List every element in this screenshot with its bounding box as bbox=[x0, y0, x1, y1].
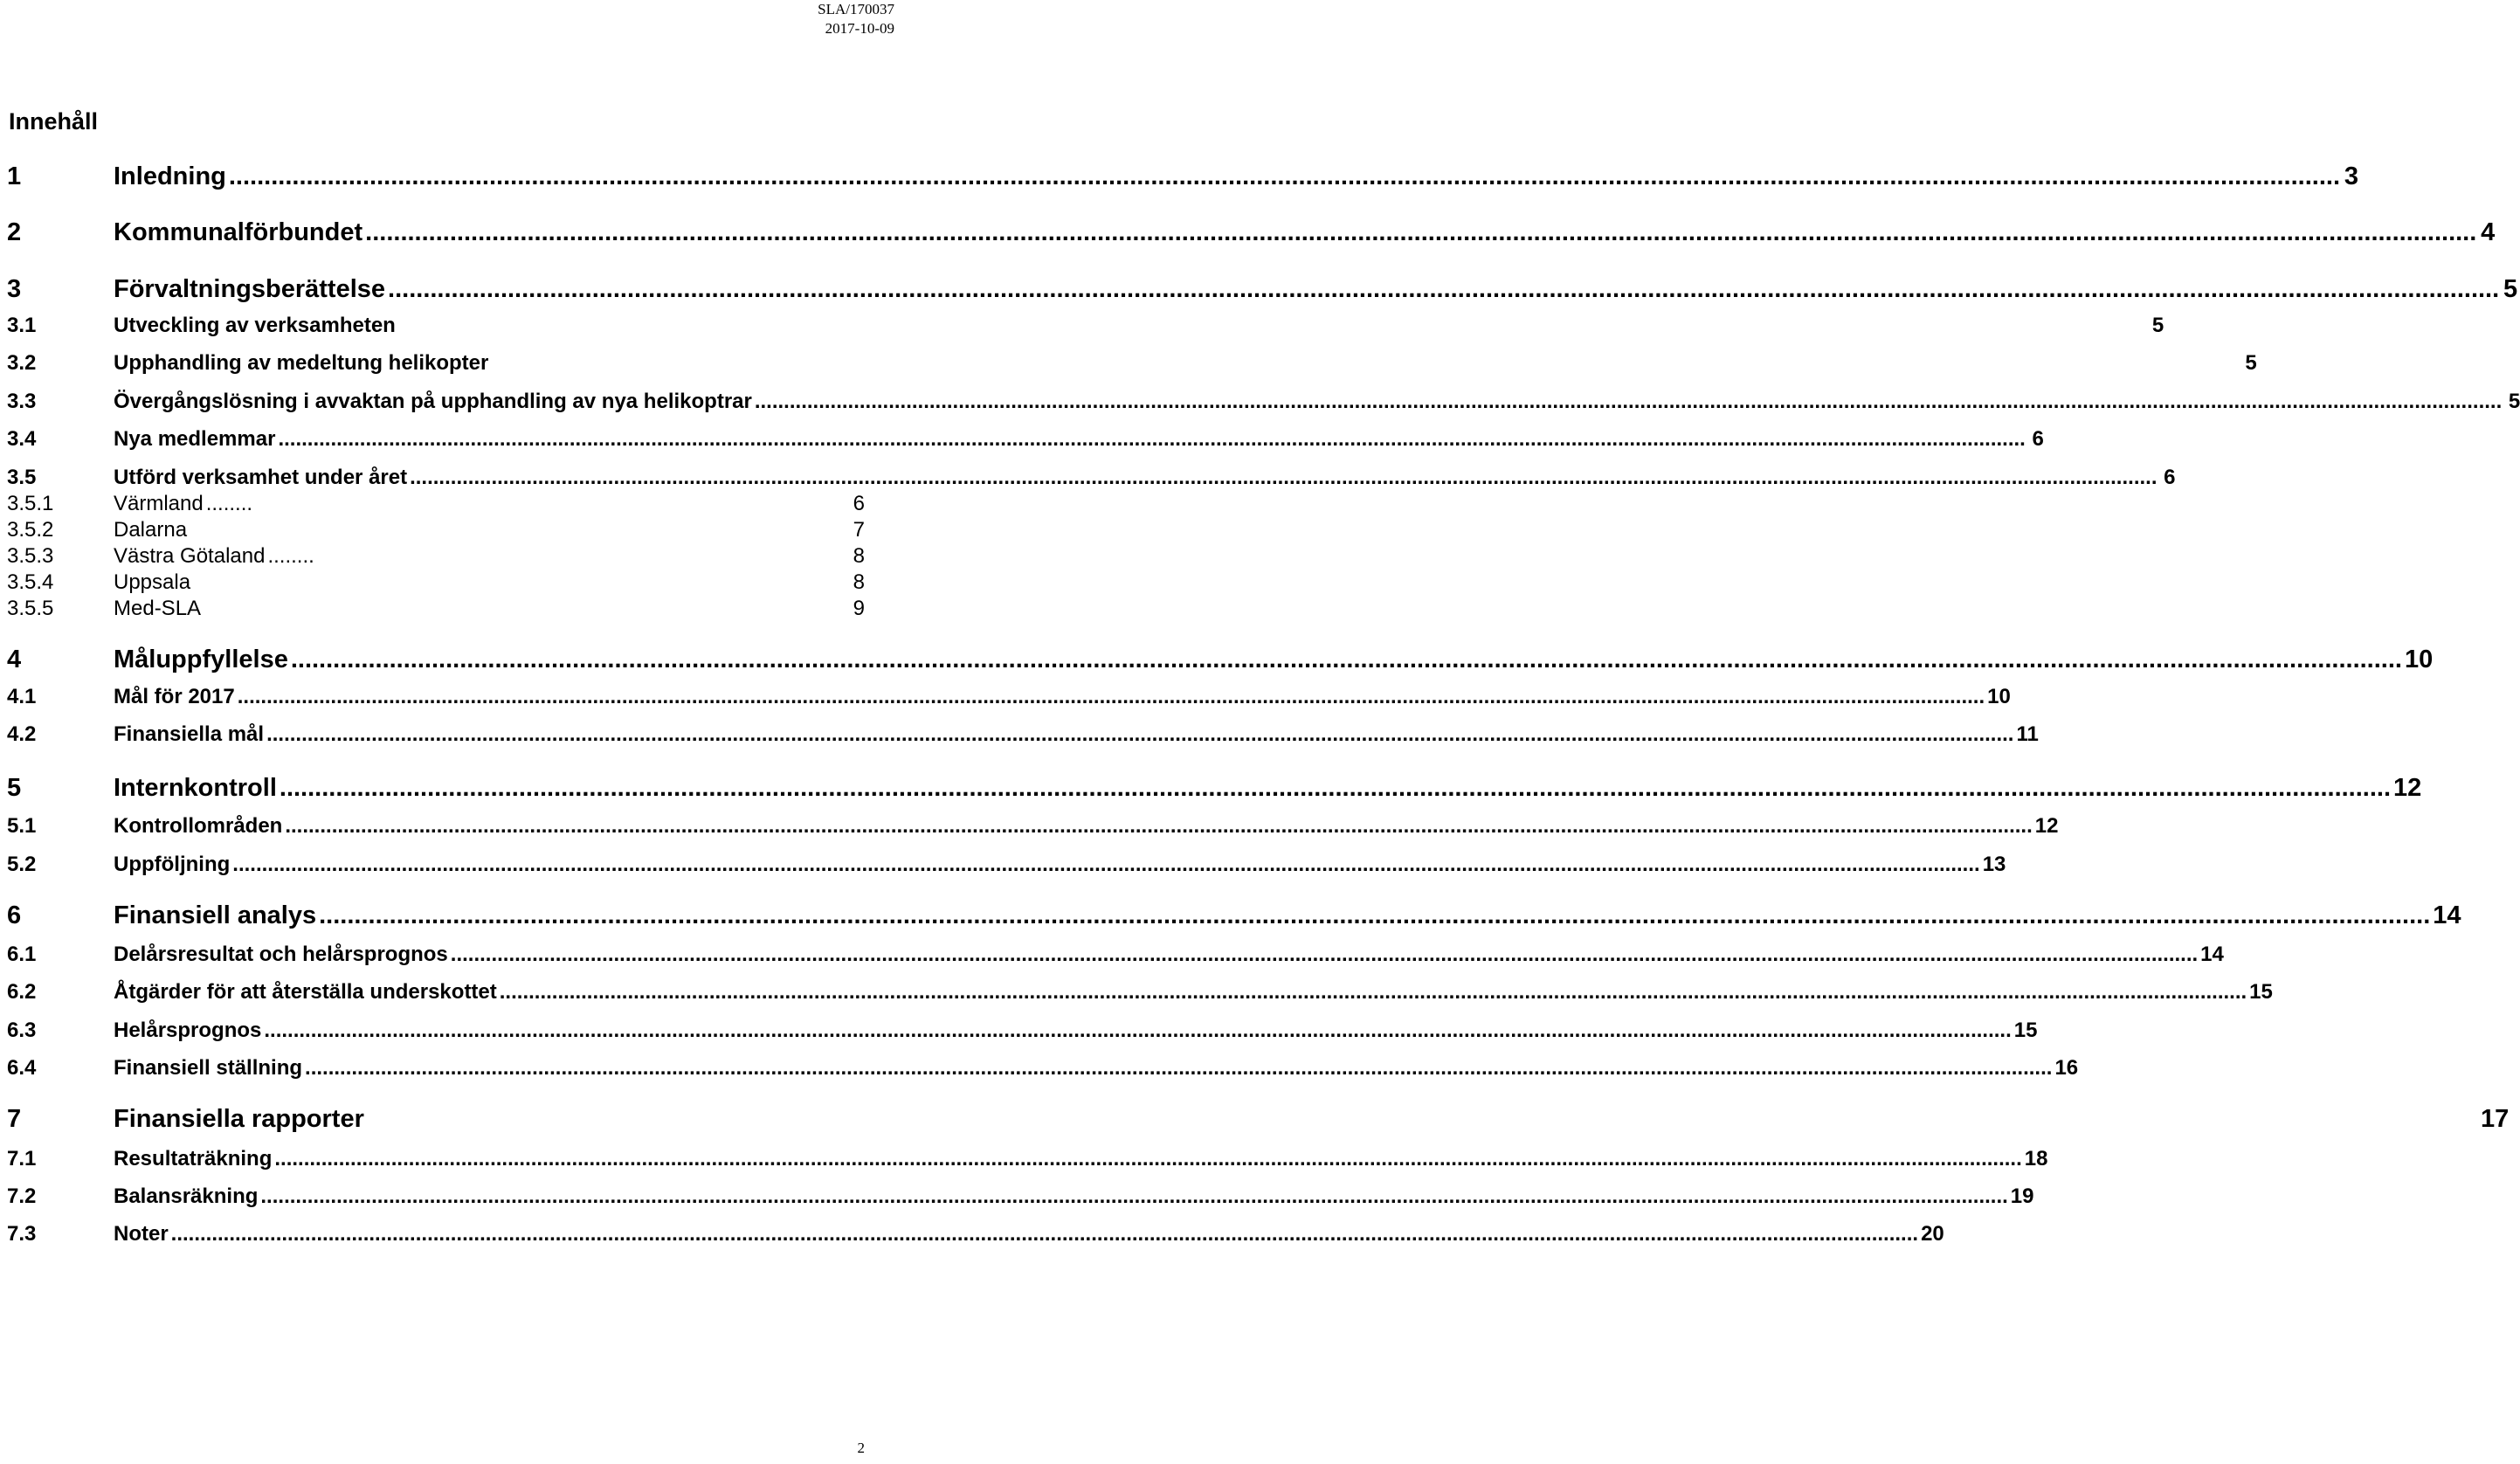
dot-leader: ............................................................................................................................................................................................................................................................................................................ bbox=[365, 218, 2477, 246]
toc-entry[interactable] bbox=[7, 685, 2011, 709]
toc-entry[interactable] bbox=[7, 943, 2224, 967]
toc-entry-page: 5 bbox=[2508, 390, 2520, 413]
dot-leader: ............................................................................................................................................................................................................................................................................................................ bbox=[290, 646, 2402, 673]
toc-entry-number: 7.3 bbox=[7, 1222, 37, 1246]
toc-entry[interactable] bbox=[7, 722, 2039, 747]
toc-entry[interactable] bbox=[7, 1147, 2048, 1171]
toc-entry-title: Finansiella rapporter bbox=[114, 1105, 364, 1133]
toc-entry[interactable] bbox=[7, 351, 2257, 376]
toc-entry-page: 5 bbox=[2151, 314, 2164, 337]
toc-entry-page: 15 bbox=[2013, 1019, 2038, 1042]
toc-entry-number: 5.1 bbox=[7, 814, 37, 838]
toc-entry[interactable] bbox=[7, 853, 2006, 877]
toc-entry-page: 15 bbox=[2249, 980, 2273, 1004]
toc-entry-page: 11 bbox=[2016, 722, 2039, 746]
toc-entry[interactable] bbox=[7, 162, 2359, 191]
toc-entry-number: 3.2 bbox=[7, 351, 37, 375]
toc-entry[interactable] bbox=[7, 390, 2520, 414]
toc-entry[interactable] bbox=[7, 570, 865, 595]
toc-entry-number: 3.1 bbox=[7, 314, 37, 337]
dot-leader: ............................................................................................................................................................................................................................................................................................................ bbox=[278, 427, 2026, 451]
toc-entry-title: Måluppfyllelse bbox=[114, 646, 288, 673]
toc-entry-title: Noter bbox=[114, 1222, 169, 1246]
toc-entry-title: Övergångslösning i avvaktan på upphandling av nya helikoptrar bbox=[114, 390, 752, 413]
dot-leader: ............................................................................................................................................................................................................................................................................................................ bbox=[274, 1147, 2022, 1171]
toc-entry-title: Balansräkning bbox=[114, 1184, 259, 1208]
dot-leader: ............................................................................................................................................................................................................................................................................................................ bbox=[285, 814, 2033, 838]
toc-entry-number: 5 bbox=[7, 774, 22, 802]
dot-leader: ............................................................................................................................................................................................................................................................................................................ bbox=[410, 466, 2158, 489]
toc-entry-page: 19 bbox=[2010, 1184, 2034, 1208]
toc-entry-title: Åtgärder för att återställa underskottet bbox=[114, 980, 497, 1004]
toc-entry[interactable] bbox=[7, 774, 2422, 803]
toc-entry[interactable] bbox=[7, 597, 865, 621]
dot-leader: ............................................................................................................................................................................................................................................................................................................ bbox=[754, 390, 2503, 413]
toc-entry-number: 5.2 bbox=[7, 853, 37, 876]
toc-entry-title: Nya medlemmar bbox=[114, 427, 276, 451]
toc-entry-page: 17 bbox=[2481, 1105, 2510, 1133]
dot-leader: ............................................................................................................................................................................................................................................................................................................ bbox=[264, 1019, 2012, 1042]
toc-entry-number: 4.1 bbox=[7, 685, 37, 708]
toc-entry[interactable] bbox=[7, 466, 2176, 490]
dot-leader: ............................................................................................................................................................................................................................................................................................................ bbox=[279, 774, 2392, 802]
toc-entry-page: 6 bbox=[853, 492, 865, 515]
dot-leader: ............................................................................................................................................................................................................................................................................................................ bbox=[388, 275, 2500, 303]
toc-entry-page: 8 bbox=[853, 570, 865, 594]
dot-leader: ............................................................................................................................................................................................................................................................................................................ bbox=[170, 1222, 1919, 1246]
toc-heading: Innehåll bbox=[9, 108, 99, 135]
toc-entry-title: Västra Götaland bbox=[114, 544, 266, 568]
toc-entry-page: 3 bbox=[2344, 162, 2359, 190]
toc-entry-title: Värmland bbox=[114, 492, 204, 515]
toc-entry-title: Resultaträkning bbox=[114, 1147, 273, 1171]
toc-entry-number: 3.5.3 bbox=[7, 544, 54, 568]
toc-entry[interactable] bbox=[7, 275, 2518, 304]
toc-entry-number: 6.2 bbox=[7, 980, 37, 1004]
toc-entry-page: 20 bbox=[1921, 1222, 1944, 1246]
toc-entry-title: Uppsala bbox=[114, 570, 191, 594]
document-date: 2017-10-09 bbox=[825, 20, 894, 37]
toc-entry-number: 3.5 bbox=[7, 466, 37, 489]
toc-entry-number: 1 bbox=[7, 162, 22, 190]
toc-entry-page: 6 bbox=[2164, 466, 2176, 489]
dot-leader: ............................................................................................................................................................................................................................................................................................................ bbox=[319, 901, 2431, 929]
toc-entry-title: Internkontroll bbox=[114, 774, 277, 802]
toc-entry-title: Upphandling av medeltung helikopter bbox=[114, 351, 489, 375]
dot-leader: ............................................................................................................................................................................................................................................................................................................ bbox=[266, 722, 2014, 746]
toc-entry-title: Mål för 2017 bbox=[114, 685, 235, 708]
toc-entry-title: Kommunalförbundet bbox=[114, 218, 363, 246]
dot-leader: ............................................................................................................................................................................................................................................................................................................ bbox=[260, 1184, 2008, 1208]
toc-entry[interactable] bbox=[7, 314, 2164, 338]
toc-entry-page: 14 bbox=[2200, 943, 2224, 966]
toc-entry[interactable] bbox=[7, 544, 865, 569]
reference-number: SLA/170037 bbox=[818, 1, 894, 17]
toc-entry-page: 12 bbox=[2393, 774, 2422, 802]
toc-entry-number: 2 bbox=[7, 218, 22, 246]
toc-entry[interactable] bbox=[7, 1222, 1944, 1246]
toc-entry-title: Finansiell analys bbox=[114, 901, 317, 929]
toc-entry-page: 12 bbox=[2034, 814, 2059, 838]
toc-entry-page: 10 bbox=[2404, 646, 2434, 673]
toc-entry-page: 6 bbox=[2032, 427, 2044, 451]
dot-leader: ............................................................................................................................................................................................................................................................................................................ bbox=[499, 980, 2247, 1004]
toc-entry-title: Utveckling av verksamheten bbox=[114, 314, 396, 337]
toc-entry-page: 14 bbox=[2433, 901, 2461, 929]
toc-entry-title: Uppföljning bbox=[114, 853, 231, 876]
toc-entry-title: Kontrollområden bbox=[114, 814, 283, 838]
toc-entry-number: 6.1 bbox=[7, 943, 37, 966]
toc-entry[interactable] bbox=[7, 518, 865, 542]
toc-entry-page: 7 bbox=[853, 518, 865, 542]
toc-entry-title: Utförd verksamhet under året bbox=[114, 466, 408, 489]
toc-entry[interactable] bbox=[7, 492, 865, 516]
dot-leader: ............................................................................................................................................................................................................................................................................................................ bbox=[237, 685, 1985, 708]
toc-entry-number: 6.3 bbox=[7, 1019, 37, 1042]
dot-leader: ........ bbox=[205, 492, 253, 515]
toc-entry-number: 7.1 bbox=[7, 1147, 37, 1171]
toc-entry-page: 13 bbox=[1982, 853, 2006, 876]
toc-entry-title: Förvaltningsberättelse bbox=[114, 275, 386, 303]
toc-entry[interactable] bbox=[7, 1019, 2038, 1043]
toc-entry[interactable] bbox=[7, 427, 2044, 452]
toc-entry[interactable] bbox=[7, 646, 2434, 674]
dot-leader: ............................................................................................................................................................................................................................................................................................................ bbox=[450, 943, 2199, 966]
toc-entry[interactable] bbox=[7, 1056, 2079, 1081]
toc-entry-title: Delårsresultat och helårsprognos bbox=[114, 943, 448, 966]
toc-entry-page: 18 bbox=[2024, 1147, 2048, 1171]
toc-entry-title: Finansiell ställning bbox=[114, 1056, 303, 1080]
toc-entry-number: 7.2 bbox=[7, 1184, 37, 1208]
toc-entry-number: 3.3 bbox=[7, 390, 37, 413]
toc-entry-number: 3.4 bbox=[7, 427, 37, 451]
toc-entry-number: 4.2 bbox=[7, 722, 37, 746]
dot-leader: ............................................................................................................................................................................................................................................................................................................ bbox=[228, 162, 2341, 190]
toc-entry-number: 3.5.4 bbox=[7, 570, 54, 594]
toc-entry-number: 3 bbox=[7, 275, 22, 303]
toc-entry-number: 3.5.1 bbox=[7, 492, 54, 515]
toc-entry-title: Helårsprognos bbox=[114, 1019, 262, 1042]
toc-entry-page: 5 bbox=[2503, 275, 2518, 303]
toc-entry[interactable] bbox=[7, 814, 2059, 839]
toc-entry-number: 6.4 bbox=[7, 1056, 37, 1080]
toc-entry-number: 7 bbox=[7, 1105, 22, 1133]
toc-entry-page: 5 bbox=[2245, 351, 2257, 375]
toc-entry-page: 10 bbox=[1987, 685, 2011, 708]
toc-entry[interactable] bbox=[7, 901, 2461, 930]
page-number: 2 bbox=[857, 1440, 865, 1456]
dot-leader: ........ bbox=[267, 544, 314, 568]
toc-entry[interactable] bbox=[7, 980, 2273, 1005]
toc-entry-number: 3.5.2 bbox=[7, 518, 54, 542]
toc-entry-page: 9 bbox=[853, 597, 865, 620]
toc-entry-number: 4 bbox=[7, 646, 22, 673]
toc-entry-page: 16 bbox=[2054, 1056, 2079, 1080]
toc-entry-number: 3.5.5 bbox=[7, 597, 54, 620]
toc-entry-page: 8 bbox=[853, 544, 865, 568]
toc-entry[interactable] bbox=[7, 218, 2496, 247]
dot-leader: ............................................................................................................................................................................................................................................................................................................ bbox=[232, 853, 1980, 876]
toc-entry-page: 4 bbox=[2481, 218, 2496, 246]
toc-entry-title: Dalarna bbox=[114, 518, 188, 542]
toc-entry-title: Finansiella mål bbox=[114, 722, 265, 746]
dot-leader: ............................................................................................................................................................................................................................................................................................................ bbox=[305, 1056, 2053, 1080]
toc-entry-number: 6 bbox=[7, 901, 22, 929]
toc-entry[interactable] bbox=[7, 1105, 2510, 1134]
toc-entry-title: Med-SLA bbox=[114, 597, 202, 620]
toc-entry-title: Inledning bbox=[114, 162, 226, 190]
toc-entry[interactable] bbox=[7, 1184, 2034, 1209]
